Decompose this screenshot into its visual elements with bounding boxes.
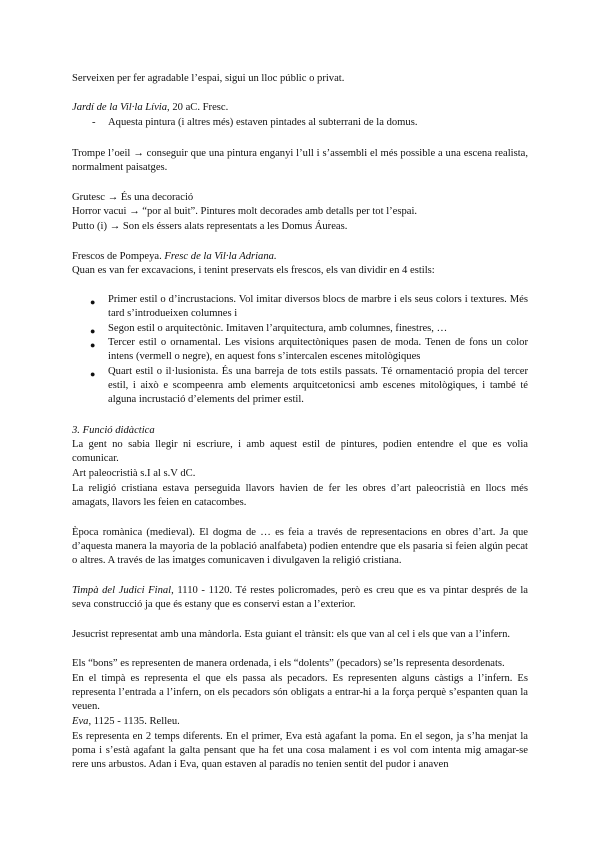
paragraph-eva: Es representa en 2 temps diferents. En el primer, Eva està agafant la poma. En el segon, ja s’ha menjat la poma i s’està agafant la galta pensant que ha fet una cosa malament i es vol com intenta mig amagar-se rere uns arbustos. Adan i Eva, quan estaven al paradís no tenien sentit del pudor i anaven xyxy=(72,731,528,771)
timpa-description: , 1110 - 1120. Té restes policromades, però es creu que es va pintar després de la seva construcció ja que és estany que es conservi estan a l’exterior. xyxy=(72,585,529,611)
eva-heading xyxy=(72,715,528,729)
villa-date: , 20 aC. Fresc. xyxy=(167,102,229,113)
fresc-villa-adriana: Fresc de la Vil·la Adriana. xyxy=(164,251,277,262)
frescos-pompeya: Frescos de Pompeya. xyxy=(72,251,165,262)
section-heading xyxy=(72,424,528,438)
paragraph-romanica: Època romànica (medieval). El dogma de … es feia a través de representacions en obres d’art. Ja que d’aquesta manera la mayoria de la població analfabeta) podien entendre que els pasaria si feien algún pecat o altres. A través de las imatges comunicaven i divulgaven la religió cristiana. xyxy=(72,527,528,567)
bullet-item: Primer estil o d’incrustacions. Vol imitar diversos blocs de marbre i els seus colors i textures. Més tard s’introdueixen columnes i xyxy=(108,294,528,320)
paragraph-trompe: Trompe l’oeil → conseguir que una pintura enganyi l’ull i s’assembli el més possible a una escena realista, normalment paisatges. xyxy=(72,148,528,174)
section-title: 3. Funció didàctica xyxy=(72,425,155,436)
villa-note: Aquesta pintura (i altres més) estaven pintades al subterrani de la domus. xyxy=(108,117,418,128)
paragraph-timpa xyxy=(72,584,528,612)
paragraph-paleocristia: La religió cristiana estava perseguida llavors havien de fer les obres d’art paleocristià en llocs més amagats, llavors les feien en catacombes. xyxy=(72,483,528,509)
bullet-marker: ● xyxy=(90,326,96,336)
line-grutesc: Grutesc → És una decoració xyxy=(72,192,194,203)
bullet-marker: ● xyxy=(90,297,96,307)
dash-marker: - xyxy=(92,117,96,128)
bullet-item: Segon estil o arquitectònic. Imitaven l’arquitectura, amb columnes, finestres, … xyxy=(108,323,448,334)
bullet-item: Tercer estil o ornamental. Les visions arquitectòniques pasen de moda. Tenen de fons un color intens (vermell o negre), en aquest fons s’intercalen escenes mitològiques xyxy=(108,337,528,363)
bullet-marker: ● xyxy=(90,369,96,379)
eva-date: , 1125 - 1135. Relleu. xyxy=(88,716,180,727)
eva-title: Eva xyxy=(72,716,89,727)
paleo-heading: Art paleocristià s.I al s.V dC. xyxy=(72,468,196,479)
villa-heading xyxy=(72,101,528,115)
paragraph-intro: Serveixen per fer agradable l’espai, sigui un lloc públic o privat. xyxy=(72,73,345,84)
bullet-item: Quart estil o il·lusionista. És una barreja de tots estils passats. Té ornamentació propia del tercer estil, i això e scompeenra amb elements arquitcetonicsi amb escenes mitològiques, i també té alguna incrustació d’elements del primer estil. xyxy=(108,366,528,406)
line-horror-vacui: Horror vacui → “por al buit”. Pintures molt decorades amb detalls per tot l’espai. xyxy=(72,206,418,217)
timpa-title: Timpà del Judici Final xyxy=(72,585,172,596)
paragraph-didactica: La gent no sabia llegir ni escriure, i amb aquest estil de pintures, podien entendre el que es volia comunicar. xyxy=(72,439,528,465)
line-putto: Putto (i) → Son els éssers alats representats a les Domus Áureas. xyxy=(72,221,348,232)
paragraph-jesucrist: Jesucrist representat amb una màndorla. Esta guiant el trànsit: els que van al cel i els que van a l’infern. xyxy=(72,629,511,640)
frescos-heading xyxy=(72,250,528,264)
paragraph-excavacions: Quan es van fer excavacions, i tenint preservats els frescos, els van dividir en 4 estils: xyxy=(72,265,435,276)
paragraph-bons-dolents: Els “bons” es representen de manera ordenada, i els “dolents” (pecadors) se’ls representa desordenats. xyxy=(72,658,505,669)
paragraph-timpa-infern: En el timpà es representa el que els passa als pecadors. Es representen alguns càstigs a l’infern. Es representa l’entrada a l’infern, on els pecadors són obligats a entrar-hi a la força perquè s’espanten quan la veuen. xyxy=(72,673,528,713)
villa-title: Jardí de la Vil·la Lívia xyxy=(72,102,168,113)
bullet-marker: ● xyxy=(90,340,96,350)
